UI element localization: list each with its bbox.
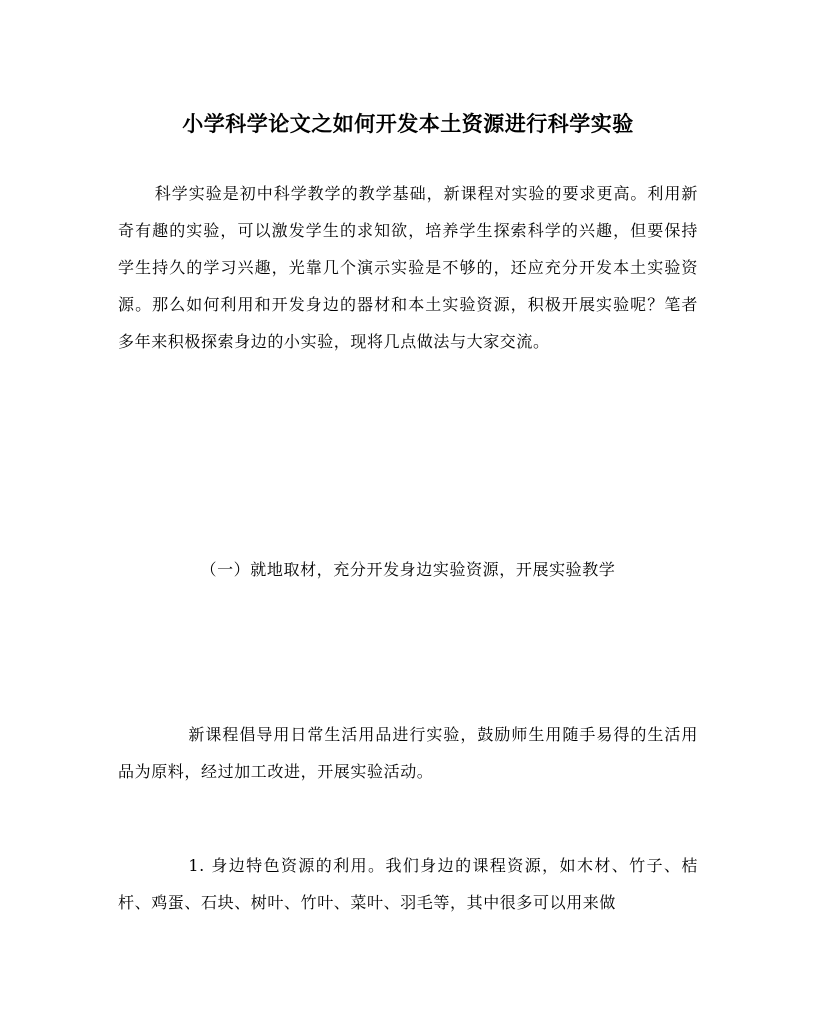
section-heading: （一）就地取材，充分开发身边实验资源，开展实验教学 [200, 560, 616, 579]
list-paragraph: 1. 身边特色资源的利用。我们身边的课程资源，如木材、竹子、桔杆、鸡蛋、石块、树叶、竹叶、菜叶、羽毛等，其中很多可以用来做 [118, 856, 698, 912]
body-paragraph: 新课程倡导用日常生活用品进行实验，鼓励师生用随手易得的生活用品为原料，经过加工改进，开展实验活动。 [118, 725, 698, 781]
intro-paragraph: 科学实验是初中科学教学的教学基础，新课程对实验的要求更高。利用新奇有趣的实验，可以激发学生的求知欲，培养学生探索科学的兴趣，但要保持学生持久的学习兴趣，光靠几个演示实验是不够的，还应充分开发本土实验资源。那么如何利用和开发身边的器材和本土实验资源，积极开展实验呢？笔者多年来积极探索身边的小实验，现将几点做法与大家交流。 [118, 184, 698, 351]
document-title: 小学科学论文之如何开发本土资源进行科学实验 [182, 111, 634, 136]
